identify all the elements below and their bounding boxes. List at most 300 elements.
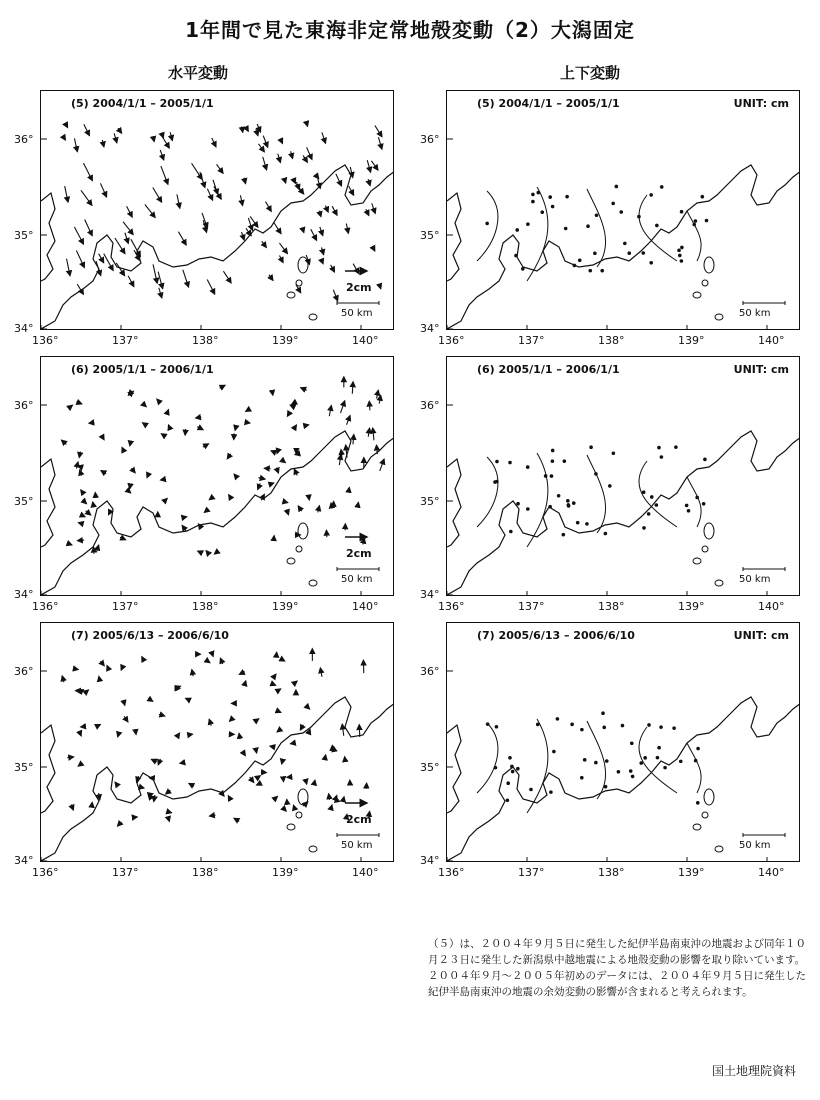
station-dot — [627, 251, 631, 255]
panel-period-label: (6) 2005/1/1 – 2006/1/1 — [477, 363, 620, 376]
contour-line — [477, 191, 498, 261]
station-dot — [643, 756, 647, 760]
displacement-vector — [341, 450, 342, 458]
station-dot — [567, 503, 571, 507]
displacement-vector — [76, 402, 82, 404]
station-dot — [589, 445, 593, 449]
displacement-vector — [102, 140, 104, 147]
station-dot — [526, 465, 530, 469]
displacement-vector — [100, 183, 106, 197]
displacement-vector — [258, 478, 265, 480]
station-dot — [677, 249, 681, 253]
displacement-vector — [151, 794, 153, 795]
displacement-vector — [192, 670, 193, 677]
displacement-vector — [159, 714, 165, 716]
station-dot — [511, 770, 515, 774]
displacement-vector — [272, 390, 273, 395]
island — [704, 789, 714, 805]
displacement-vector — [165, 498, 167, 500]
lon-tick: 139° — [272, 334, 299, 347]
lon-tick: 136° — [438, 600, 465, 613]
displacement-vector — [153, 187, 162, 202]
coastline — [447, 697, 800, 861]
station-dot — [521, 267, 525, 271]
displacement-vector — [271, 451, 275, 453]
lon-tick: 137° — [518, 866, 545, 879]
station-dot — [601, 711, 605, 715]
coastline — [447, 165, 800, 329]
displacement-vector — [207, 189, 212, 201]
station-dot — [680, 259, 684, 263]
contour-line — [687, 477, 701, 527]
station-dot — [642, 526, 646, 530]
displacement-vector — [109, 513, 110, 515]
displacement-vector — [235, 425, 236, 430]
displacement-vector — [86, 511, 91, 515]
station-dot — [570, 723, 574, 727]
displacement-vector — [246, 127, 248, 131]
station-dot — [580, 776, 584, 780]
lat-tick: 35° — [14, 495, 34, 508]
displacement-vector — [188, 734, 193, 735]
island — [309, 314, 317, 320]
station-dot — [642, 490, 646, 494]
displacement-vector — [159, 288, 162, 298]
station-dot — [509, 530, 513, 534]
lat-tick: 36° — [420, 665, 440, 678]
station-dot — [680, 246, 684, 250]
contour-line — [587, 721, 606, 799]
displacement-vector — [151, 797, 154, 798]
displacement-vector — [78, 765, 80, 766]
station-dot — [557, 494, 561, 498]
displacement-vector — [234, 818, 239, 821]
displacement-vector — [162, 137, 169, 148]
lon-tick: 139° — [272, 866, 299, 879]
displacement-vector — [262, 241, 267, 247]
lon-tick: 140° — [758, 866, 785, 879]
displacement-vector — [342, 724, 344, 736]
displacement-vector — [167, 410, 168, 414]
displacement-vector — [270, 746, 275, 747]
contour-line — [639, 727, 677, 793]
displacement-vector — [275, 796, 278, 798]
displacement-vector — [242, 127, 243, 133]
lon-tick: 139° — [272, 600, 299, 613]
displacement-vector — [76, 462, 78, 469]
contour-line — [639, 195, 677, 261]
lat-tick: 35° — [14, 761, 34, 774]
displacement-vector — [316, 175, 319, 179]
displacement-vector — [277, 729, 281, 732]
displacement-vector — [298, 506, 302, 511]
station-dot — [573, 264, 577, 268]
station-dot — [578, 258, 582, 262]
station-dot — [485, 222, 489, 226]
station-dot — [516, 767, 520, 771]
displacement-vector — [99, 793, 100, 800]
station-dot — [605, 759, 609, 763]
station-dot — [619, 210, 623, 214]
scale-bar-label: 50 km — [739, 308, 771, 319]
displacement-vector — [207, 661, 210, 663]
unit-label: UNIT: cm — [733, 629, 789, 642]
displacement-vector — [148, 698, 153, 701]
displacement-vector — [378, 137, 382, 149]
displacement-vector — [245, 681, 246, 684]
station-dot — [615, 185, 619, 189]
displacement-vector — [153, 264, 157, 283]
lat-tick: 34° — [14, 588, 34, 601]
displacement-vector — [346, 445, 347, 458]
station-dot — [679, 760, 683, 764]
displacement-vector — [280, 139, 282, 143]
lat-tick: 34° — [420, 322, 440, 335]
displacement-vector — [349, 186, 354, 195]
displacement-vector — [154, 795, 155, 802]
displacement-vector — [302, 228, 303, 233]
station-dot — [660, 455, 664, 459]
map-panel-vertical-7 — [446, 622, 800, 862]
displacement-vector — [240, 195, 242, 205]
displacement-vector — [255, 719, 259, 722]
lat-tick: 36° — [14, 399, 34, 412]
displacement-vector — [346, 224, 348, 234]
station-dot — [593, 251, 597, 255]
station-dot — [506, 798, 510, 802]
scale-bar-label: 50 km — [341, 308, 373, 319]
displacement-vector — [142, 423, 146, 426]
displacement-vector — [333, 290, 337, 301]
displacement-vector — [250, 777, 254, 782]
station-dot — [576, 521, 580, 525]
island — [704, 523, 714, 539]
displacement-vector — [214, 552, 216, 554]
station-dot — [647, 723, 651, 727]
displacement-vector — [368, 428, 369, 437]
displacement-vector — [77, 540, 84, 541]
station-dot — [657, 746, 661, 750]
displacement-vector — [277, 449, 278, 453]
island — [702, 812, 708, 818]
station-dot — [649, 193, 653, 197]
station-dot — [515, 228, 519, 232]
island — [702, 546, 708, 552]
displacement-vector — [358, 502, 359, 507]
lat-tick: 35° — [420, 761, 440, 774]
displacement-vector — [207, 280, 215, 295]
lat-tick: 35° — [420, 495, 440, 508]
panel-period-label: (6) 2005/1/1 – 2006/1/1 — [71, 363, 214, 376]
island — [693, 824, 701, 830]
displacement-vector — [128, 490, 131, 493]
displacement-vector — [314, 780, 315, 785]
displacement-vector — [98, 724, 100, 725]
displacement-vector — [66, 124, 68, 128]
displacement-vector — [177, 733, 180, 737]
map-panel-horizontal-6 — [40, 356, 394, 596]
displacement-vector — [331, 805, 332, 808]
displacement-vector — [89, 423, 92, 424]
displacement-vector — [130, 442, 131, 446]
station-dot — [552, 750, 556, 754]
station-dot — [495, 725, 499, 729]
displacement-vector — [278, 154, 281, 163]
map-vertical-5 — [447, 91, 800, 330]
displacement-vector — [373, 428, 374, 440]
displacement-vector — [158, 759, 160, 765]
explanatory-notes — [428, 936, 806, 1000]
displacement-vector — [293, 178, 295, 183]
displacement-vector — [127, 206, 133, 217]
station-dot — [506, 781, 510, 785]
contour-line — [527, 453, 548, 547]
displacement-vector — [245, 422, 250, 423]
displacement-vector — [167, 812, 171, 813]
displacement-vector — [74, 138, 77, 151]
displacement-vector — [300, 725, 303, 730]
displacement-vector — [168, 425, 170, 429]
island — [309, 846, 317, 852]
displacement-vector — [166, 790, 171, 794]
displacement-vector — [343, 797, 344, 801]
station-dot — [705, 219, 709, 223]
station-dot — [655, 503, 659, 507]
lat-tick: 34° — [420, 854, 440, 867]
lon-tick: 138° — [192, 334, 219, 347]
station-dot — [580, 728, 584, 732]
scale-bar — [337, 301, 379, 305]
island — [296, 546, 302, 552]
lat-tick: 35° — [14, 229, 34, 242]
lon-tick: 137° — [518, 600, 545, 613]
station-dot — [678, 254, 682, 258]
displacement-vector — [282, 761, 283, 764]
station-dot — [510, 765, 514, 769]
displacement-vector — [292, 403, 294, 404]
displacement-vector — [192, 163, 203, 179]
displacement-vector — [62, 676, 64, 682]
displacement-vector — [223, 271, 231, 283]
displacement-vector — [71, 805, 73, 811]
map-panel-horizontal-7 — [40, 622, 394, 862]
displacement-vector — [367, 160, 370, 172]
displacement-vector — [145, 204, 155, 217]
displacement-vector — [169, 819, 170, 822]
displacement-vector — [209, 497, 213, 500]
displacement-vector — [67, 757, 73, 758]
displacement-vector — [290, 405, 295, 407]
lon-tick: 136° — [32, 866, 59, 879]
source-credit: 国土地理院資料 — [711, 1064, 796, 1078]
station-dot — [508, 756, 512, 760]
station-dot — [631, 775, 635, 779]
displacement-vector — [209, 719, 211, 726]
displacement-vector — [372, 203, 375, 213]
scale-bar — [743, 567, 785, 571]
displacement-vector — [276, 652, 277, 658]
station-dot — [680, 210, 684, 214]
station-dot — [566, 499, 570, 503]
island — [298, 257, 308, 273]
lon-tick: 138° — [598, 866, 625, 879]
displacement-vector — [325, 755, 326, 759]
station-dot — [548, 195, 552, 199]
displacement-vector — [198, 551, 200, 552]
lon-tick: 138° — [598, 334, 625, 347]
displacement-vector — [85, 220, 93, 236]
map-panel-horizontal-5 — [40, 90, 394, 330]
displacement-vector — [329, 405, 331, 416]
station-dot — [508, 461, 512, 465]
lat-tick: 35° — [420, 229, 440, 242]
station-dot — [550, 474, 554, 478]
lon-tick: 138° — [192, 600, 219, 613]
displacement-vector — [307, 147, 312, 159]
displacement-vector — [177, 194, 180, 208]
displacement-vector — [257, 124, 260, 132]
station-dot — [608, 484, 612, 488]
unit-label: UNIT: cm — [733, 363, 789, 376]
displacement-vector — [120, 537, 126, 539]
reference-arrow-label: 2cm — [346, 547, 372, 560]
station-dot — [563, 459, 567, 463]
displacement-vector — [160, 479, 164, 480]
displacement-vector — [220, 385, 226, 388]
displacement-vector — [151, 759, 157, 762]
station-dot — [548, 505, 552, 509]
vertical-column-heading: 上下変動 — [560, 64, 621, 82]
station-dot — [659, 725, 663, 729]
coastline — [41, 165, 394, 329]
station-dot — [649, 261, 653, 265]
coastline-west — [447, 459, 461, 547]
displacement-vector — [258, 144, 264, 152]
station-dot — [526, 222, 530, 226]
displacement-vector — [306, 425, 309, 426]
displacement-vector — [332, 206, 337, 215]
displacement-vector — [347, 416, 351, 425]
displacement-vector — [80, 732, 82, 736]
displacement-vector — [228, 796, 231, 801]
station-dot — [516, 502, 520, 506]
displacement-vector — [363, 538, 365, 544]
station-dot — [604, 532, 608, 536]
displacement-vector — [212, 653, 213, 656]
displacement-vector — [273, 674, 276, 678]
displacement-vector — [284, 809, 286, 811]
displacement-vector — [86, 690, 89, 692]
displacement-vector — [142, 657, 144, 661]
panel-period-label: (5) 2004/1/1 – 2005/1/1 — [71, 97, 214, 110]
station-dot — [551, 205, 555, 209]
coastline — [41, 697, 394, 861]
displacement-vector — [118, 735, 119, 737]
lat-tick: 34° — [14, 854, 34, 867]
displacement-vector — [81, 490, 82, 492]
displacement-vector — [375, 126, 382, 137]
displacement-vector — [132, 468, 136, 473]
scale-bar — [743, 833, 785, 837]
coastline-west — [447, 725, 461, 813]
lat-tick: 36° — [14, 133, 34, 146]
displacement-vector — [121, 668, 122, 670]
page-title: 1年間で見た東海非定常地殻変動（2）大潟固定 — [185, 18, 635, 42]
station-dot — [655, 224, 659, 228]
displacement-vector — [70, 544, 72, 545]
displacement-vector — [68, 405, 72, 408]
coastline-west — [41, 725, 55, 813]
displacement-vector — [234, 474, 236, 476]
lon-tick: 139° — [678, 334, 705, 347]
displacement-vector — [258, 483, 261, 489]
displacement-vector — [366, 209, 369, 215]
displacement-vector — [377, 390, 379, 398]
displacement-vector — [130, 484, 131, 489]
displacement-vector — [182, 525, 186, 531]
displacement-vector — [183, 270, 189, 287]
station-dot — [612, 451, 616, 455]
displacement-vector — [295, 425, 296, 427]
displacement-vector — [336, 797, 337, 802]
lat-tick: 36° — [420, 399, 440, 412]
lon-tick: 138° — [598, 600, 625, 613]
station-dot — [602, 726, 606, 730]
displacement-vector — [336, 174, 342, 186]
displacement-vector — [178, 232, 186, 245]
displacement-vector — [320, 668, 322, 677]
displacement-vector — [65, 186, 68, 202]
lon-tick: 140° — [758, 334, 785, 347]
displacement-vector — [78, 523, 83, 524]
displacement-vector — [100, 661, 104, 666]
lon-tick: 139° — [678, 866, 705, 879]
lat-tick: 36° — [420, 133, 440, 146]
displacement-vector — [329, 794, 330, 800]
contour-line — [477, 457, 498, 527]
station-dot — [694, 219, 698, 223]
displacement-vector — [331, 265, 335, 272]
station-dot — [687, 509, 691, 513]
displacement-vector — [209, 815, 215, 816]
island — [287, 558, 295, 564]
displacement-vector — [140, 787, 144, 788]
station-dot — [556, 717, 560, 721]
displacement-vector — [114, 133, 117, 143]
contour-line — [527, 719, 548, 813]
coastline-west — [41, 193, 55, 281]
island — [715, 846, 723, 852]
displacement-vector — [227, 454, 230, 459]
displacement-vector — [246, 228, 251, 236]
displacement-vector — [102, 436, 104, 440]
scale-bar — [743, 301, 785, 305]
displacement-vector — [339, 454, 340, 465]
station-dot — [611, 202, 615, 206]
displacement-vector — [84, 124, 90, 135]
panel-period-label: (7) 2005/6/13 – 2006/6/10 — [477, 629, 635, 642]
displacement-vector — [223, 794, 224, 796]
displacement-vector — [122, 447, 123, 449]
panel-period-label: (7) 2005/6/13 – 2006/6/10 — [71, 629, 229, 642]
displacement-vector — [82, 500, 86, 504]
displacement-vector — [353, 434, 354, 444]
map-panel-vertical-6 — [446, 356, 800, 596]
displacement-vector — [318, 506, 320, 513]
station-dot — [495, 460, 499, 464]
displacement-vector — [153, 136, 154, 141]
map-vertical-7 — [447, 623, 800, 862]
